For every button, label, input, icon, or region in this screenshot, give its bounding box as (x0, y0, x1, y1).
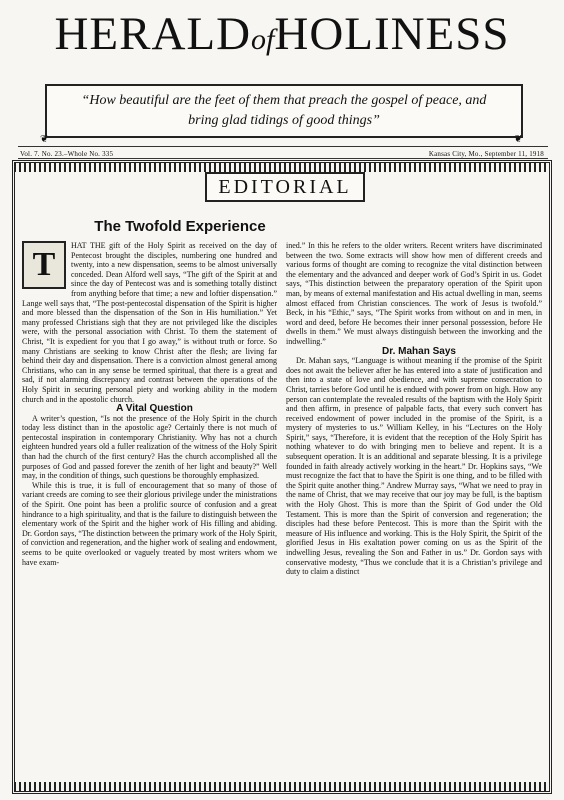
top-rule (18, 146, 548, 147)
ornament-right-icon: ❦ (514, 134, 523, 145)
paragraph: While this is true, it is full of encouragement that so many of those of variant creeds are coming to see their glorious privilege under the ministrations of the Spirit. One point has been a prolific source of confusion and a great hindrance to a high spirituality, and that is the failure to distinguish between the elementary work of the Spirit and the higher work of His filling and abiding. Dr. Gordon says, “The distinction between the primary work of the Holy Spirit, of conviction and regeneration, and the higher work of sealing and endowment, seems to be quite overlooked or vaguely treated by most writers whom we have exam- (22, 480, 277, 567)
ornament-left-icon: ❦ (40, 134, 49, 145)
issue-place-date: Kansas City, Mo., September 11, 1918 (428, 150, 544, 158)
section-heading: EDITORIAL (205, 172, 365, 202)
subheading-mahan-says: Dr. Mahan Says (382, 345, 456, 357)
motto-box (45, 84, 523, 138)
masthead-holiness: HOLINESS (274, 8, 510, 60)
subheading-vital-question: A Vital Question (116, 403, 193, 415)
paragraph: A writer’s question, “Is not the presence of the Holy Spirit in the church today less distinct than in the apostolic age? Certainly there is not much of pentecostal inspiration in contemporary Christianity. Why has not a church eighteen hundred years old a fuller realization of the witness of the Holy Spirit than had the church of the first century? Has the church accomplished all the purposes of God and passed forever the zenith of her light and beauty?” Well may, in the condition of things, such questions be thoroughly emphasized. (22, 413, 277, 481)
top-border-strip (14, 163, 550, 172)
motto-line-1: “How beautiful are the feet of them that preach the gospel of peace, and (81, 93, 487, 108)
bottom-border-strip (14, 782, 550, 791)
meta-rule (18, 158, 548, 159)
masthead (0, 6, 564, 68)
issue-volume: Vol. 7. No. 23.–Whole No. 335 (20, 150, 114, 158)
paragraph: ined.” In this he refers to the older writers. Recent writers have discriminated between the two. Some extracts will show how men of different creeds and various forms of thought are coming to recognize the vital distinction between the elementary and the advanced and deeper work of God’s Spirit in us. Godet says, “This distinction between the preparatory operation of the Spirit upon man, by means of external manifestation and His actual dwelling in man, seems almost effaced from Christian consciences. The work of Jesus is twofold.” Beck, in his “Ethic,” says, “The Spirit works from without on and in men, in word and deed, before He becomes their inner personal possession, before He dwells in them.” We must always distinguish between the inworking and the indwelling.” (286, 241, 542, 346)
article-title: The Twofold Experience (94, 218, 266, 235)
column-right (286, 241, 542, 577)
masthead-herald: HERALD (54, 8, 252, 60)
masthead-of: of (251, 23, 275, 56)
paragraph (22, 241, 277, 404)
dropcap: T (22, 241, 66, 289)
motto-line-2: bring glad tidings of good things” (188, 113, 380, 128)
paragraph-text: HAT THE gift of the Holy Spirit as received on the day of Pentecost brought the disciples, numbering one hundred and twenty, into a new dispensation, seems to be almost universally conceded. Dean Alford well says, “The gift of the Spirit at and since the day of Pentecost was and is something totally distinct from anything before that time; a new and loftier dispensation.” Lange well says that, “The post-pentecostal dispensation of the Spirit is higher and more blessed than the dispensation of the Son in His humiliation.” Yet many professed Christians sigh that they are not privileged like the disciples were, with the personal association with Christ. To them the statement of Christ, “It is expedient for you that I go away,” is without truth or force. So many Christians are seeking to know Christ after the flesh; are living far behind their day and dispensation. There is a conviction almost general among Christians, who can in any sense be termed spiritual, that there is a great and sad, if not alarming discrepancy and contrast between the operations of the Holy Spirit in securing personal piety and working ability in the modern church and in the apostolic church. (22, 241, 277, 404)
column-left (22, 241, 277, 567)
paragraph: Dr. Mahan says, “Language is without meaning if the promise of the Spirit does not await the believer after he has entered into a state of justification and then into a state of love and obedience, and with supreme consecration to Christ, tarries before God until he is endued with power from on high. How any person can contemplate the revealed results of the baptism with the Holy Spirit and then affirm, in presence of palpable facts, that every such convert has received endowment of power included in the promise of the Spirit, is a mystery of mysteries to us.” William Kelley, in his “Lectures on the Holy Spirit,” says, “Therefore, it is evident that the reception of the Holy Spirit has nothing whatever to do with bringing men to believe and repent. It is a subsequent operation. It is an additional and separate blessing. It is a privilege founded in faith already actively working in the heart.” Dr. Hopkins says, “We must recognize the fact that to have the Spirit is one thing, and to be filled with the Spirit quite another thing.” Andrew Murray says, “What we need to pray in the name of Christ, that we may receive that our joy may be full, is the baptism with the Holy Ghost. This is more than the Spirit of God under the Old Testament. This is more than the Spirit of conversion and regeneration; the disciples had these before Pentecost. This is more than the Spirit with the measure of His influence and working. This is the Holy Spirit, the Spirit of the glorified Jesus in His exaltation power coming on us as the Spirit of the indwelling Jesus, revealing the Son and Father in us.” Dr. Gordon says with conservative modesty, “Thus we conclude that it is a Christian’s privilege and duty to claim a distinct (286, 356, 542, 577)
